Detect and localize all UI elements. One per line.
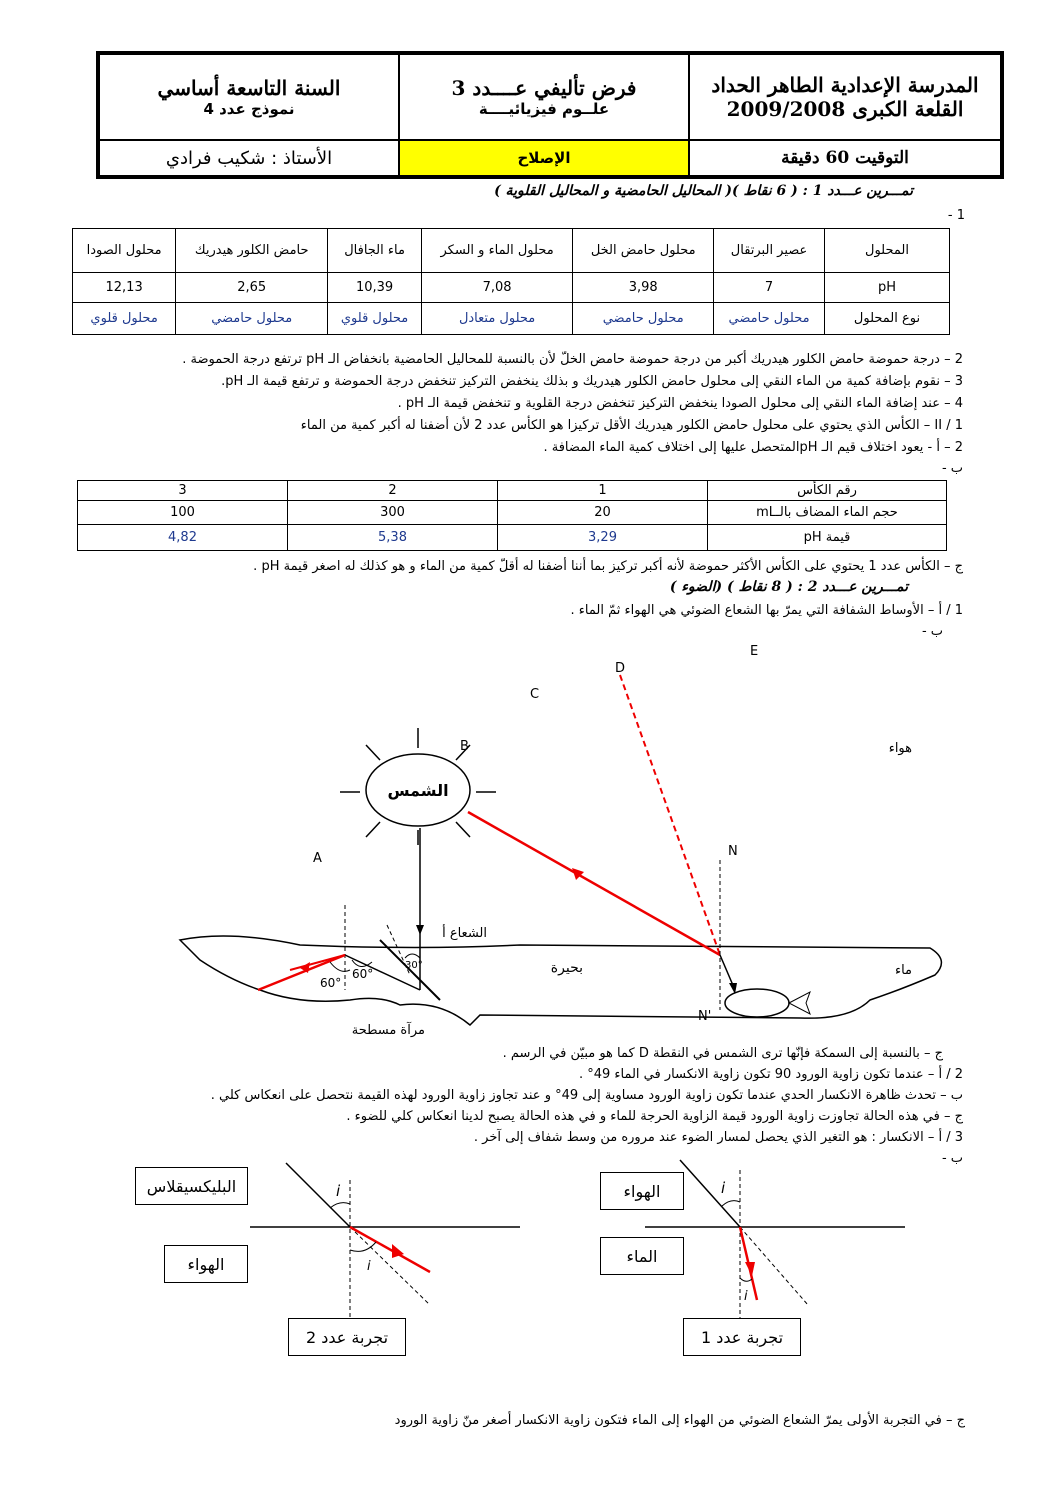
ph-value: 12,13 [73, 273, 176, 303]
ex1-title: تمـــرين عـــدد 1 : ( 6 نقاط )( المحاليل الحامضية و المحاليل القلوية ) [494, 183, 913, 199]
exp2-bottom-medium: الهواء [164, 1245, 248, 1283]
teacher-name: الأستاذ : شكيب فرادي [165, 147, 333, 169]
mirror-label: مرآة مسطحة [351, 1023, 425, 1038]
ph-table [72, 228, 950, 335]
type-value: محلول قلوي [73, 303, 176, 335]
lake-label: بحيرة [550, 960, 583, 976]
ex1-line-4: 4 – عند إضافة الماء النقي إلى محلول الصودا ينخفض التركيز تنخفض درجة القلوية و تنخفض قيمة الـ pH . [397, 396, 963, 411]
subject-text: علــوم فيزيائيــــة [478, 100, 610, 118]
point-B: B [460, 739, 469, 754]
air-label: هواء [888, 741, 912, 756]
cup-header: رقم الكأس [708, 481, 947, 501]
col-name: عصير البرتقال [714, 229, 825, 273]
ph-value: 2,65 [176, 273, 328, 303]
cup-number: 2 [288, 481, 498, 501]
ex1-line-2b: ب - [941, 461, 963, 476]
point-A: A [313, 851, 322, 866]
duration-cell [689, 140, 1001, 176]
ex2-final-line: ج – في التجربة الأولى يمرّ الشعاع الضوئي من الهواء إلى الماء فتكون زاوية الانكسار أصغر منّ زاوية الورود [394, 1413, 965, 1428]
cup-ph-value: 4,82 [78, 525, 288, 551]
lake-outline [180, 936, 941, 1025]
grade-text: السنة التاسعة أساسي [157, 76, 341, 100]
ex2-q1a: 1 / أ – الأوساط الشفافة التي يمرّ بها الشعاع الضوئي هي الهواء ثمّ الماء . [570, 603, 963, 618]
cup-ph-value: 5,38 [288, 525, 498, 551]
cup-ph-value: 3,29 [498, 525, 708, 551]
type-value: محلول متعادل [421, 303, 572, 335]
ph-value: 7 [714, 273, 825, 303]
volume-header: حجم الماء المضاف بالـmL [708, 501, 947, 525]
ex1-line-2a: 2 – أ - يعود اختلاف قيم الـ pHالمتحصل عليها إلى اختلاف كمية الماء المضافة . [543, 440, 963, 455]
type-value: محلول حامضي [176, 303, 328, 335]
exp2-label: تجربة عدد 2 [288, 1318, 406, 1356]
point-C: C [530, 687, 540, 702]
teacher-cell [99, 140, 399, 176]
town-year: القلعة الكبرى 2009/2008 [726, 97, 964, 121]
model-text: نموذج عدد 4 [203, 100, 295, 118]
ex2-line-3a: 3 / أ – الانكسار : هو التغير الذي يحصل لمسار الضوء عند مروره من وسط شفاف إلى آخر . [473, 1130, 963, 1145]
correction-label: الإصلاح [517, 149, 571, 167]
ex1-line-c: ج – الكأس عدد 1 يحتوي على الكأس الأكثر حموضة لأنه أكبر تركيز بما أننا أضفنا له أقلّ كمية من الماء و هو كذلك له اصغر قيمة pH . [253, 559, 963, 574]
angle-30: 30° [405, 960, 423, 971]
point-D: D [615, 661, 626, 676]
ex1-line-3: 3 – نقوم بإضافة كمية من الماء النقي إلى محلول حامض الكلور هيدريك و بذلك ينخفض التركيز تنخفض درجة الحموضة و ترتفع قيمة الـ pH. [221, 374, 963, 389]
cup-number: 1 [498, 481, 708, 501]
ray-a-label: الشعاع أ [442, 926, 487, 941]
point-N: N [728, 844, 738, 859]
col-name: حامض الكلور هيدريك [176, 229, 328, 273]
exp2-i1: i [336, 1182, 341, 1200]
col-name: محلول الصودا [73, 229, 176, 273]
sun-ray-to-water [468, 812, 720, 955]
ex2-line-2a: 2 / أ – عندما تكون زاوية الورود 90 تكون زاوية الانكسار في الماء 49° . [578, 1067, 963, 1082]
volume-value: 300 [288, 501, 498, 525]
water-label: ماء [894, 963, 912, 978]
ph-value: 10,39 [328, 273, 422, 303]
school-cell [689, 54, 1001, 140]
exp1-i1: i [721, 1179, 726, 1197]
volume-value: 20 [498, 501, 708, 525]
correction-cell [399, 140, 689, 176]
ex1-line-2: 2 – درجة حموضة حامض الكلور هيدريك أكبر من درجة حموضة حامض الخلّ لأن بالنسبة للمحاليل الحامضية بانخفاض الـ pH ترتفع درجة الحموضة . [182, 352, 963, 367]
exp2-i2: i [367, 1259, 371, 1274]
row-header-ph: pH [825, 273, 950, 303]
fish-icon [725, 989, 789, 1017]
light-diagram [0, 640, 1053, 1040]
exam-title: فرض تأليفي عــــدد 3 [451, 76, 637, 100]
ex2-line-c: ج – بالنسبة إلى السمكة فإنّها ترى الشمس في النقطة D كما هو مبيّن في الرسم . [502, 1046, 943, 1061]
ph-value: 3,98 [573, 273, 714, 303]
row-header-solution: المحلول [825, 229, 950, 273]
cup-number: 3 [78, 481, 288, 501]
apparent-ray [620, 675, 720, 955]
ex1-line-II1: II / 1 – الكأس الذي يحتوي على محلول حامض الكلور هيدريك الأقل تركيزا هو الكأس عدد 2 لأن أضفنا له أكبر كمية من الماء [300, 418, 963, 433]
ex1-q1: 1 - [947, 208, 965, 223]
type-value: محلول حامضي [573, 303, 714, 335]
ex2-line-3b: ب - [941, 1151, 963, 1166]
ex2-q1b: ب - [921, 624, 943, 639]
exp1-top-medium: الهواء [600, 1172, 684, 1210]
angle-60a: 60° [320, 976, 342, 990]
school-name: المدرسة الإعدادية الطاهر الحداد [711, 73, 979, 97]
ph-value: 7,08 [421, 273, 572, 303]
col-name: محلول الماء و السكر [421, 229, 572, 273]
point-E: E [750, 644, 759, 659]
ex2-line-2b: ب – تحدث ظاهرة الانكسار الحدي عندما تكون زاوية الورود مساوية إلى 49° و عند تجاوز زاوية الورود لهذه القيمة نتحصل على انعكاس كلي . [210, 1088, 963, 1103]
exp2-top-medium: البليكسيقلاس [135, 1167, 248, 1205]
header-box [96, 51, 1004, 179]
type-value: محلول قلوي [328, 303, 422, 335]
ex2-line-2c: ج – في هذه الحالة تجاوزت زاوية الورود قيمة الزاوية الحرجة للماء و في هذه الحالة يصبح لدينا انعكاس كلي للضوء . [346, 1109, 963, 1124]
point-N-prime: N' [698, 1009, 712, 1024]
type-value: محلول حامضي [714, 303, 825, 335]
volume-value: 100 [78, 501, 288, 525]
cup-table [77, 480, 947, 551]
exp1-i2: i [744, 1289, 748, 1304]
grade-cell [99, 54, 399, 140]
sun-label: الشمس [387, 781, 449, 800]
ex2-title: تمـــرين عـــدد 2 : ( 8 نقاط ) (الضوء ) [669, 579, 908, 595]
ph-header: قيمة pH [708, 525, 947, 551]
exp1-bottom-medium: الماء [600, 1237, 684, 1275]
duration-text: التوقيت 60 دقيقة [781, 148, 909, 168]
col-name: ماء الجافال [328, 229, 422, 273]
exp1-label: تجربة عدد 1 [683, 1318, 801, 1356]
row-header-type: نوع المحلول [825, 303, 950, 335]
col-name: محلول حامض الخل [573, 229, 714, 273]
exam-cell [399, 54, 689, 140]
angle-60b: 60° [352, 967, 374, 981]
